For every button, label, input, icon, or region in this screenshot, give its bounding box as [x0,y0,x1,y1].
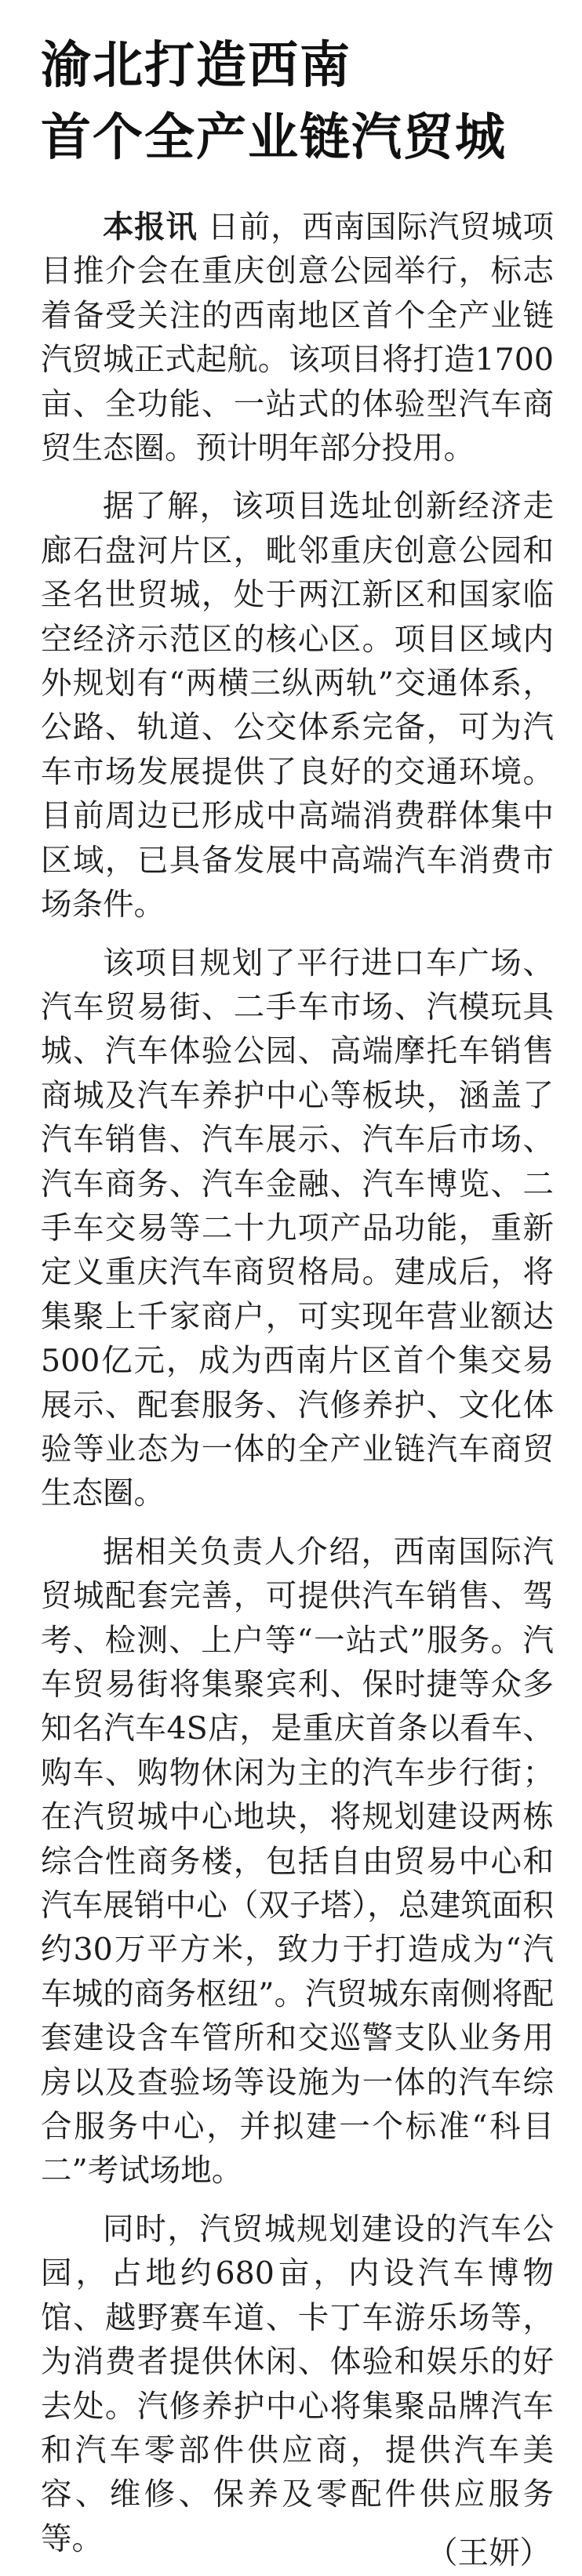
byline: （王妍） [427,2535,551,2572]
paragraph-2: 据了解，该项目选址创新经济走廊石盘河片区，毗邻重庆创意公园和圣名世贸城，处于两江新区和国家临空经济示范区的核心区。项目区域内外规划有“两横三纵两轨”交通体系，公路、轨道、公交体系完备，可为汽车市场发展提供了良好的交通环境。目前周边已形成中高端消费群体集中区域，已具备发展中高端汽车消费市场条件。 [41,488,554,923]
headline-line-2: 首个全产业链汽贸城 [41,109,507,167]
lead-tag: 本报讯 [103,209,198,245]
paragraph-5: 同时，汽贸城规划建设的汽车公园，占地约680亩，内设汽车博物馆、越野赛车道、卡丁车游乐场等，为消费者提供休闲、体验和娱乐的好去处。汽修养护中心将集聚品牌汽车和汽车零部件供应商，提供汽车美容、维修、保养及零配件供应服务等。 [41,2211,554,2557]
paragraph-4: 据相关负责人介绍，西南国际汽贸城配套完善，可提供汽车销售、驾考、检测、上户等“一站式”服务。汽车贸易街将集聚宾利、保时捷等众多知名汽车4S店，是重庆首条以看车、购车、购物休闲为主的汽车步行街；在汽贸城中心地块，将规划建设两栋综合性商务楼，包括自由贸易中心和汽车展销中心（双子塔），总建筑面积约30万平方米，致力于打造成为“汽车城的商务枢纽”。汽贸城东南侧将配套建设含车管所和交巡警支队业务用房以及查验场等设施为一体的汽车综合服务中心，并拟建一个标准“科目二”考试场地。 [41,1533,554,2190]
paragraph-1 [41,205,554,470]
article-headline [41,30,554,174]
paragraph-1-text: 日前，西南国际汽贸城项目推介会在重庆创意公园举行，标志着备受关注的西南地区首个全产业链汽贸城正式起航。该项目将打造1700亩、全功能、一站式的体验型汽车商贸生态圈。预计明年部分投用。 [41,209,555,467]
headline-line-1: 渝北打造西南 [41,37,351,95]
article-body [41,205,554,2576]
paragraph-3: 该项目规划了平行进口车广场、汽车贸易街、二手车市场、汽模玩具城、汽车体验公园、高端摩托车销售商城及汽车养护中心等板块，涵盖了汽车销售、汽车展示、汽车后市场、汽车商务、汽车金融、汽车博览、二手车交易等二十九项产品功能，重新定义重庆汽车商贸格局。建成后，将集聚上千家商户，可实现年营业额达500亿元，成为西南片区首个集交易展示、配套服务、汽修养护、文化体验等业态为一体的全产业链汽车商贸生态圈。 [41,945,554,1512]
